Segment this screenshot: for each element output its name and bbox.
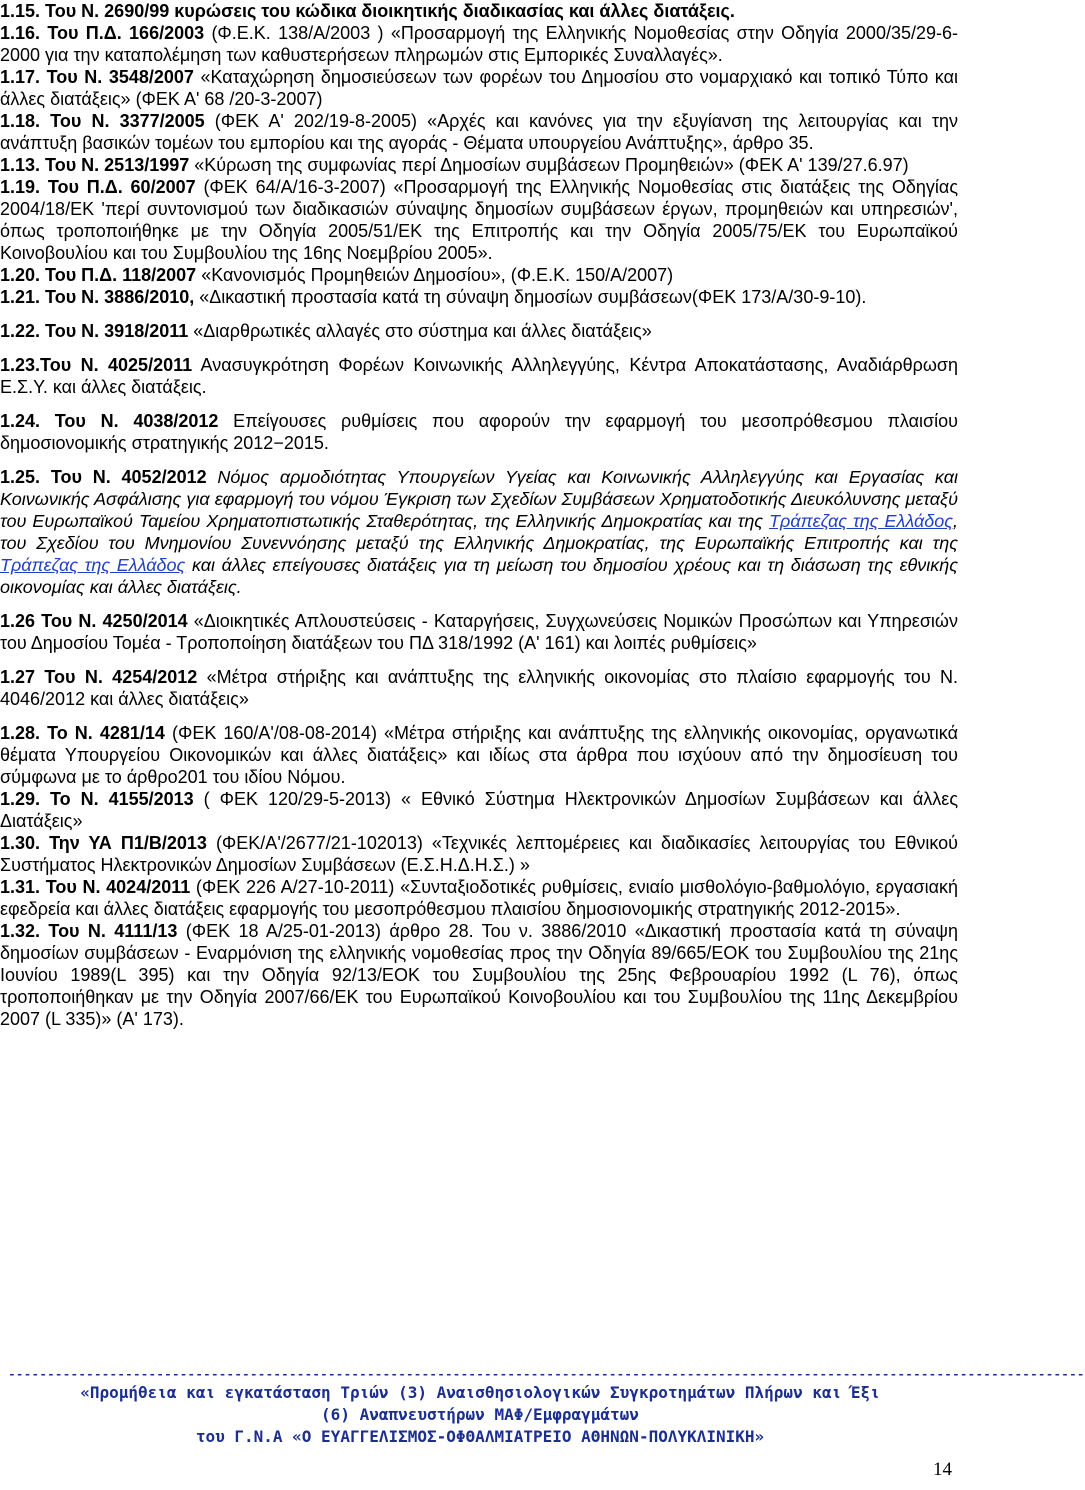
item-lead: 1.24. Του Ν. 4038/2012 [0, 411, 219, 431]
item-text: «Κανονισμός Προμηθειών Δημοσίου», (Φ.Ε.Κ. 150/Α/2007) [196, 265, 674, 285]
list-item [0, 0, 958, 22]
list-item [0, 920, 958, 1030]
item-lead: 1.31. Του Ν. 4024/2011 [0, 877, 191, 897]
item-lead: 1.18. Του Ν. 3377/2005 [0, 111, 205, 131]
list-item [0, 154, 958, 176]
item-lead: 1.16. Του Π.Δ. 166/2003 [0, 23, 205, 43]
item-lead: 1.17. Του Ν. 3548/2007 [0, 67, 194, 87]
bank-of-greece-link[interactable]: Τράπεζας της Ελλάδος [769, 511, 953, 531]
list-item [0, 610, 958, 654]
item-lead: 1.30. Την ΥΑ Π1/Β/2013 [0, 833, 207, 853]
list-item [0, 666, 958, 710]
item-lead: 1.15. Του Ν. 2690/99 κυρώσεις του κώδικα διοικητικής διαδικασίας και άλλες διατάξεις. [0, 1, 735, 21]
footer-line: «Προμήθεια και εγκατάσταση Τριών (3) Αναισθησιολογικών Συγκροτημάτων Πλήρων και Έξι [80, 1383, 880, 1402]
list-item [0, 110, 958, 154]
list-item [0, 876, 958, 920]
item-text: , του Σχεδίου του Μνημονίου Συνεννόησης μεταξύ της Ελληνικής Δημοκρατίας, της Ευρωπαϊκής Επιτροπής και της [0, 511, 958, 553]
footer-line: (6) Αναπνευστήρων ΜΑΦ/Εμφραγμάτων [321, 1405, 639, 1424]
item-text: (ΦΕΚ 64/Α/16-3-2007) «Προσαρμογή της Ελληνικής Νομοθεσίας στις διατάξεις της Οδηγίας 2004/18/ΕΚ 'περί συντονισμού των διαδικασιών σύναψης δημοσίων συμβάσεων έργων, προμηθειών και υπηρεσιών', όπως τροποποιήθηκε με την Οδηγία 2005/51/ΕΚ της Επιτροπής και την Οδηγία 2005/75/ΕΚ του Ευρωπαϊκού Κοινοβουλίου και του Συμβουλίου της 16ης Νοεμβρίου 2005». [0, 177, 959, 263]
item-lead: 1.27 Του Ν. 4254/2012 [0, 667, 198, 687]
list-item [0, 176, 958, 264]
item-lead: 1.19. Του Π.Δ. 60/2007 [0, 177, 196, 197]
item-text: (Φ.Ε.Κ. 138/Α/2003 ) «Προσαρμογή της Ελληνικής Νομοθεσίας στην Οδηγία 2000/35/29-6-2000 για την καταπολέμηση των καθυστερήσεων πληρωμών στις Εμπορικές Συναλλαγές». [0, 23, 958, 65]
item-text: «Μέτρα στήριξης και ανάπτυξης της ελληνικής οικονομίας στο πλαίσιο εφαρμογής του Ν. 4046/2012 και άλλες διατάξεις» [0, 667, 959, 709]
list-item [0, 722, 958, 788]
item-lead: 1.20. Του Π.Δ. 118/2007 [0, 265, 197, 285]
item-text: (ΦΕΚ 160/Α'/08-08-2014) «Μέτρα στήριξης και ανάπτυξης της ελληνικής οικονομίας, οργανωτικά θέματα Υπουργείου Οικονομικών και άλλες διατάξεις» και ιδίως στα άρθρα που ισχύουν από την δημοσίευση του σύμφωνα με το άρθρο201 του ιδίου Νόμου. [0, 723, 958, 787]
item-text: Επείγουσες ρυθμίσεις που αφορούν την εφαρμογή του μεσοπρόθεσμου πλαισίου δημοσιονομικής στρατηγικής 2012−2015. [0, 411, 958, 453]
list-item [0, 320, 958, 342]
list-item [0, 354, 958, 398]
list-item [0, 832, 958, 876]
item-text: «Διαρθρωτικές αλλαγές στο σύστημα και άλλες διατάξεις» [188, 321, 652, 341]
item-text: Νόμος αρμοδιότητας Υπουργείων Υγείας και Κοινωνικής Αλληλεγγύης και Εργασίας και Κοινωνικής Ασφάλισης για εφαρμογή του νόμου Έγκριση των Σχεδίων Συμβάσεων Χρηματοδοτικής Διευκόλυνσης μεταξύ του Ευρωπαϊκού Ταμείου Χρηματοπιστωτικής Σταθερότητας, της Ελληνικής Δημοκρατίας και της [0, 467, 958, 531]
item-lead: 1.13. Του Ν. 2513/1997 [0, 155, 190, 175]
item-text: (ΦΕΚ 226 Α/27-10-2011) «Συνταξιοδοτικές ρυθμίσεις, ενιαίο μισθολόγιο-βαθμολόγιο, εργασιακή εφεδρεία και άλλες διατάξεις εφαρμογής του μεσοπρόθεσμου πλαισίου δημοσιονομικής στρατηγικής 2012-2015». [0, 877, 958, 919]
list-item [0, 22, 958, 66]
list-item [0, 466, 958, 598]
item-lead: 1.21. Του Ν. 3886/2010, [0, 287, 195, 307]
bank-of-greece-link[interactable]: Τράπεζας της Ελλάδος [0, 555, 186, 575]
item-lead: 1.25. Του Ν. 4052/2012 [0, 467, 207, 487]
item-lead: 1.26 Του Ν. 4250/2014 [0, 611, 188, 631]
item-text: «Κύρωση της συμφωνίας περί Δημοσίων συμβάσεων Προμηθειών» (ΦΕΚ Α' 139/27.6.97) [189, 155, 909, 175]
list-item [0, 788, 958, 832]
item-text: Ανασυγκρότηση Φορέων Κοινωνικής Αλληλεγγύης, Κέντρα Αποκατάστασης, Αναδιάρθρωση Ε.Σ.Υ. και άλλες διατάξεις. [0, 355, 958, 397]
item-text: (ΦΕΚ/Α'/2677/21-102013) «Τεχνικές λεπτομέρειες και διαδικασίες λειτουργίας του Εθνικού Συστήματος Ηλεκτρονικών Δημοσίων Συμβάσεων (Ε.Σ.Η.Δ.Η.Σ.) » [0, 833, 958, 875]
item-lead: 1.32. Του Ν. 4111/13 [0, 921, 178, 941]
item-lead: 1.28. Το Ν. 4281/14 [0, 723, 165, 743]
footer-divider: ------------------------------------------------------------------------------------------------------------------------------------------ [8, 1367, 1085, 1382]
list-item [0, 66, 958, 110]
page-number: 14 [933, 1459, 952, 1480]
list-item [0, 286, 958, 308]
item-lead: 1.23.Του Ν. 4025/2011 [0, 355, 193, 375]
page-footer [0, 1367, 1085, 1448]
footer-line: του Γ.Ν.Α «Ο ΕΥΑΓΓΕΛΙΣΜΟΣ-ΟΦΘΑΛΜΙΑΤΡΕΙΟ ΑΘΗΝΩΝ-ΠΟΛΥΚΛΙΝΙΚΗ» [195, 1427, 765, 1446]
item-text: «Διοικητικές Απλουστεύσεις - Καταργήσεις, Συγχωνεύσεις Νομικών Προσώπων και Υπηρεσιών του Δημοσίου Τομέα - Τροποποίηση διατάξεων του ΠΔ 318/1992 (Α' 161) και λοιπές ρυθμίσεις» [0, 611, 958, 653]
item-text: (ΦΕΚ 18 Α/25-01-2013) άρθρο 28. Του ν. 3886/2010 «Δικαστική προστασία κατά τη σύναψη δημοσίων συμβάσεων - Εναρμόνιση της ελληνικής νομοθεσίας προς την Οδηγία 89/665/ΕΟΚ του Συμβουλίου της 21ης Ιουνίου 1989(L 395) και την Οδηγία 92/13/ΕΟΚ του Συμβουλίου της 25ης Φεβρουαρίου 1992 (L 76), όπως τροποποιήθηκαν με την Οδηγία 2007/66/ΕΚ του Ευρωπαϊκού Κοινοβουλίου και του Συμβουλίου της 11ης Δεκεμβρίου 2007 (L 335)» (Α' 173). [0, 921, 958, 1029]
item-text: «Δικαστική προστασία κατά τη σύναψη δημοσίων συμβάσεων(ΦΕΚ 173/Α/30-9-10). [194, 287, 867, 307]
list-item [0, 410, 958, 454]
item-lead: 1.22. Του Ν. 3918/2011 [0, 321, 189, 341]
item-text: και άλλες επείγουσες διατάξεις για τη μείωση του δημοσίου χρέους και τη διάσωση της εθνικής οικονομίας και άλλες διατάξεις. [0, 555, 958, 597]
item-text: «Καταχώρηση δημοσιεύσεων των φορέων του Δημοσίου στο νομαρχιακό και τοπικό Τύπο και άλλες διατάξεις» (ΦΕΚ Α' 68 /20-3-2007) [0, 67, 958, 109]
item-text: (ΦΕΚ Α' 202/19-8-2005) «Αρχές και κανόνες για την εξυγίανση της λειτουργίας και την ανάπτυξη βασικών τομέων του εμπορίου και της αγοράς - Θέματα υπουργείου Ανάπτυξης», άρθρο 35. [0, 111, 958, 153]
item-lead: 1.29. Το Ν. 4155/2013 [0, 789, 194, 809]
list-item [0, 264, 958, 286]
item-text: ( ΦΕΚ 120/29-5-2013) « Εθνικό Σύστημα Ηλεκτρονικών Δημοσίων Συμβάσεων και άλλες Διατάξεις» [0, 789, 958, 831]
